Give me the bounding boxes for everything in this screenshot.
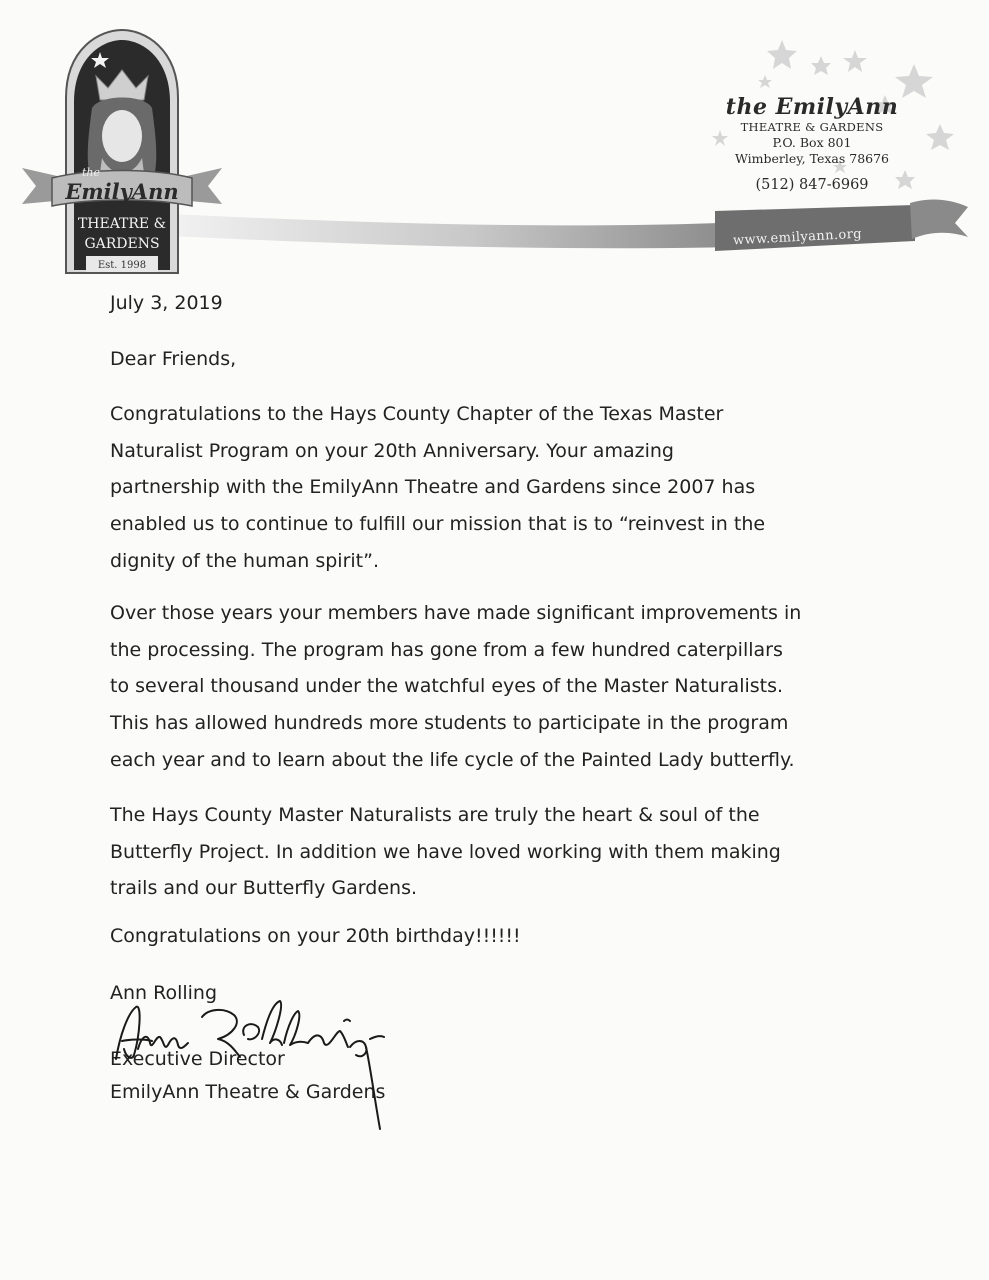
paragraph-line: Naturalist Program on your 20th Anniversary. Your amazing [110,439,674,462]
logo-line2: GARDENS [84,236,160,252]
logo-line1: THEATRE & [77,216,167,232]
paragraph-line: Over those years your members have made significant improvements in [110,602,802,624]
paragraph-line: each year and to learn about the life cycle of the Painted Lady butterfly. [110,748,795,771]
letter-closing: Congratulations on your 20th birthday!!!!!! [110,925,521,947]
org-subtitle: THEATRE & GARDENS [740,120,884,134]
paragraph-line: the processing. The program has gone from a few hundred caterpillars [110,638,783,661]
handwritten-signature [112,995,412,1135]
paragraph-line: dignity of the human spirit”. [110,549,380,572]
org-po-box: P.O. Box 801 [772,135,852,150]
logo-est: Est. 1998 [97,260,147,271]
signer-name: Ann Rolling [110,982,218,1004]
paragraph-line: trails and our Butterfly Gardens. [110,877,418,900]
paragraph-line: Congratulations to the Hays County Chapter of the Texas Master [110,403,724,425]
letter-greeting: Dear Friends, [110,348,237,370]
paragraph-line: enabled us to continue to fulfill our mission that is to “reinvest in the [110,513,766,536]
letterhead-ribbon [150,185,970,265]
paragraph-line: to several thousand under the watchful eyes of the Master Naturalists. [110,675,784,698]
emilyann-logo [22,28,222,276]
letter-date: July 3, 2019 [110,292,223,314]
paragraph-2 [110,595,890,779]
paragraph-line: This has allowed hundreds more students to participate in the program [110,712,789,735]
paragraph-1 [110,396,890,580]
org-website: www.emilyann.org [732,226,863,249]
org-phone: (512) 847-6969 [755,177,869,193]
logo-the: the [82,166,101,179]
signer-org: EmilyAnn Theatre & Gardens [110,1081,386,1103]
face-icon [102,110,142,162]
org-city: Wimberley, Texas 78676 [734,151,890,166]
signer-title: Executive Director [110,1048,285,1070]
paragraph-line: Butterfly Project. In addition we have loved working with them making [110,840,781,863]
logo-name: EmilyAnn [65,179,179,204]
org-name: the EmilyAnn [725,94,899,120]
org-address-block [712,94,912,195]
paragraph-line: The Hays County Master Naturalists are truly the heart & soul of the [110,804,760,826]
paragraph-3 [110,797,890,907]
paragraph-line: partnership with the EmilyAnn Theatre and Gardens since 2007 has [110,476,756,499]
